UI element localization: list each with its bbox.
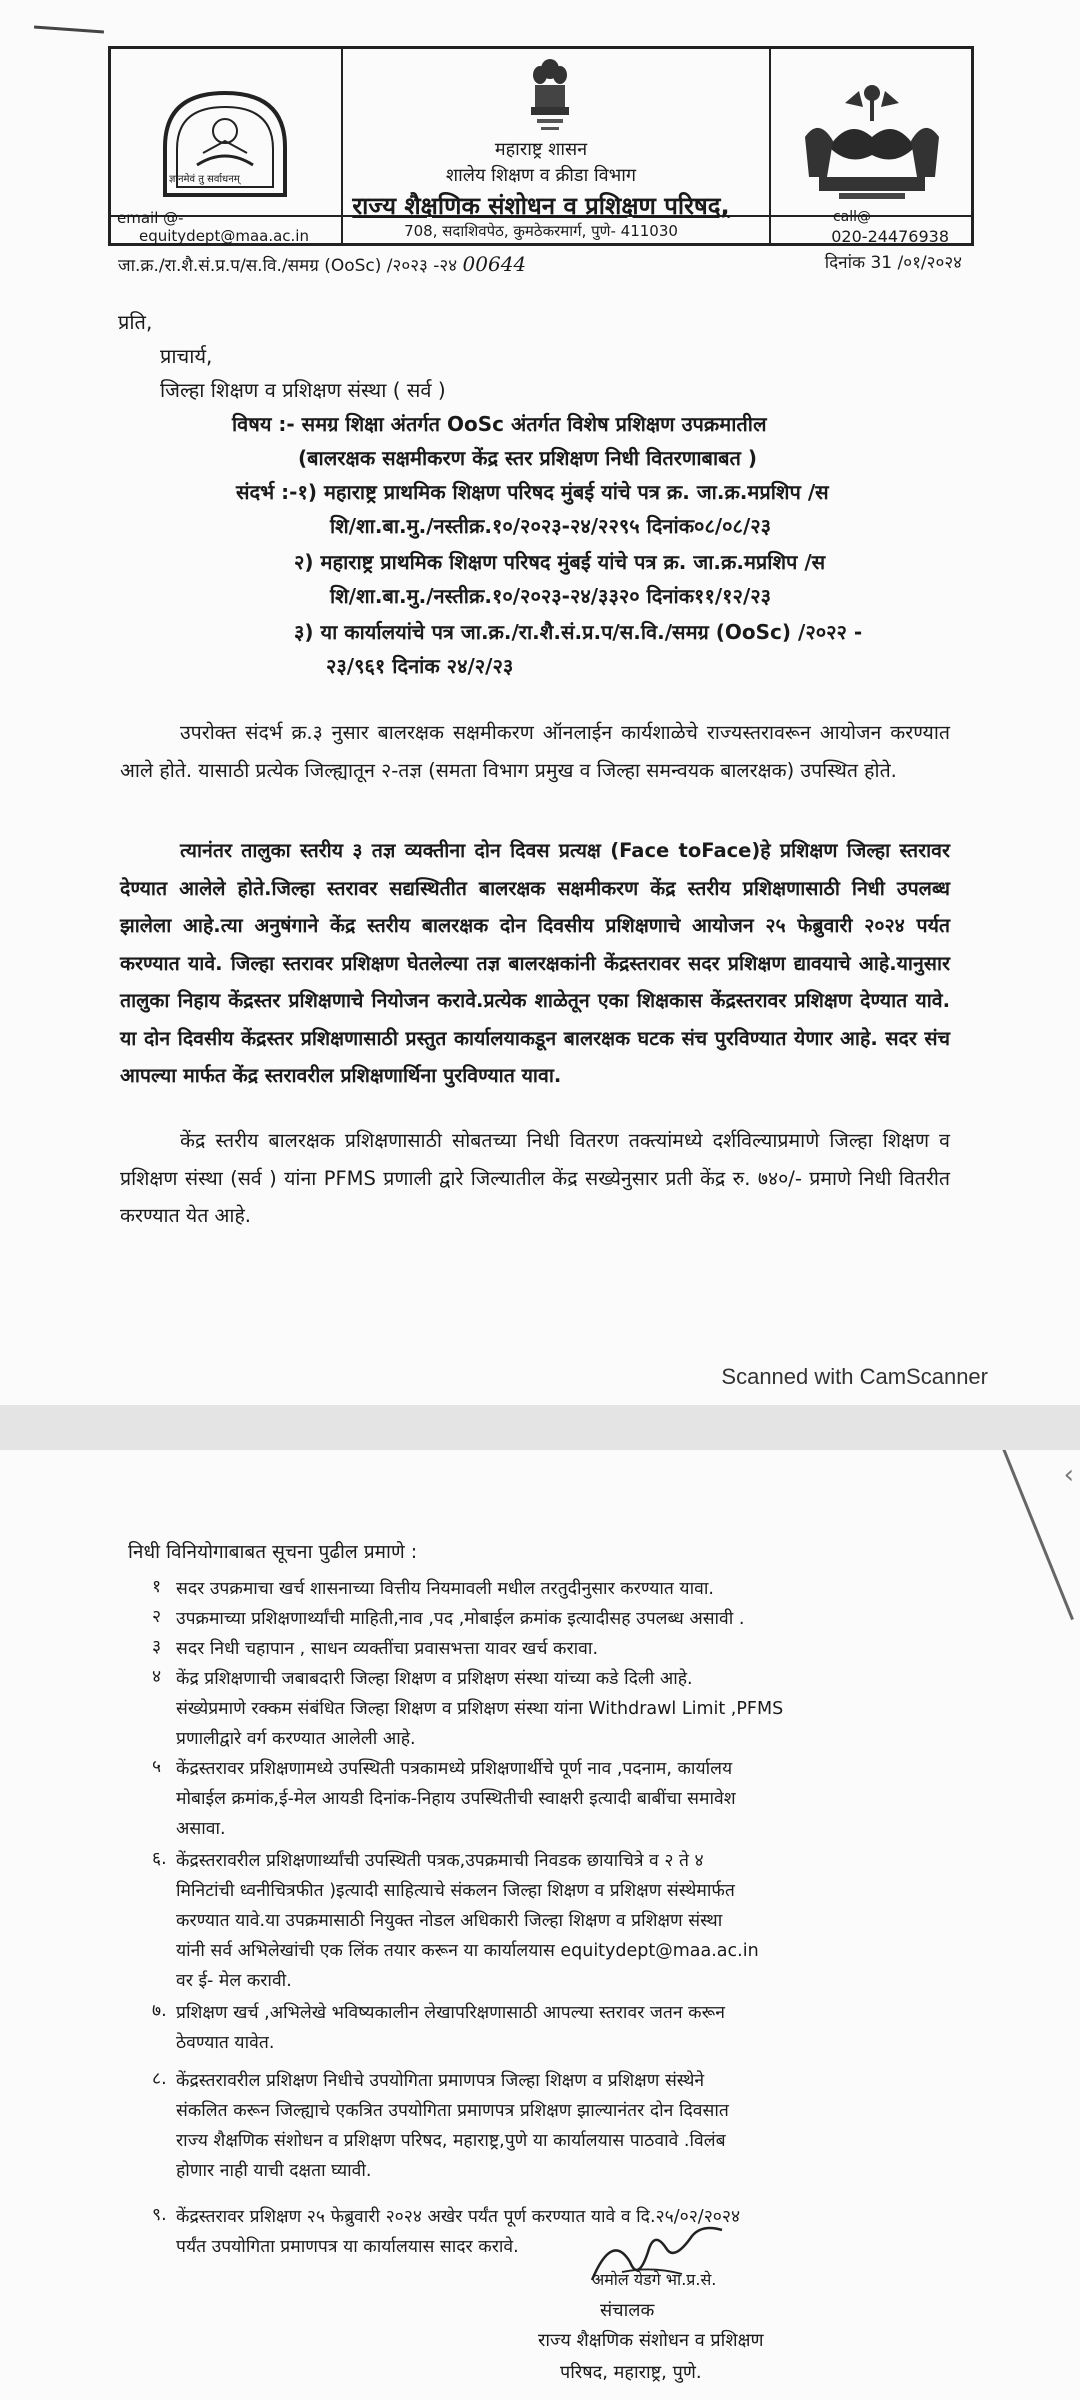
reference-handwritten-no: 00644	[462, 252, 527, 276]
body-paragraph-1: उपरोक्त संदर्भ क्र.३ नुसार बालरक्षक सक्षमीकरण ऑनलाईन कार्यशाळेचे राज्यस्तरावरून आयोजन करण्यात आले होते. यासाठी प्रत्येक जिल्ह्यातून २-तज्ञ (समता विभाग प्रमुख व जिल्हा समन्वयक बालरक्षक) उपस्थित होते.	[120, 721, 950, 782]
list-item: सदर निधी चहापान , साधन व्यक्तींचा प्रवासभत्ता यावर खर्च करावा.	[176, 1639, 599, 1659]
chevron-left-icon: ‹	[1063, 1460, 1074, 1490]
subject-line-2: (बालरक्षक सक्षमीकरण केंद्र स्तर प्रशिक्षण निधी वितरणाबाबत )	[298, 446, 758, 470]
list-item: राज्य शैक्षणिक संशोधन व प्रशिक्षण परिषद, महाराष्ट्र,पुणे या कार्यालयास पाठवावे .विलंब	[176, 2131, 726, 2151]
reference-1-line-1: संदर्भ :-१) महाराष्ट्र प्राथमिक शिक्षण परिषद मुंबई यांचे पत्र क्र. जा.क्र.मप्रशिप /स	[236, 480, 829, 504]
scan-mark	[34, 26, 104, 34]
list-item-number: ९.	[152, 2205, 167, 2225]
list-item-number: ५	[152, 1757, 162, 1777]
reference-number	[118, 252, 526, 276]
list-item: केंद्रस्तरावरील प्रशिक्षणार्थ्यांची उपस्थिती पत्रक,उपक्रमाची निवडक छायाचित्रे व २ ते ४	[176, 1851, 704, 1871]
body-paragraph-2: त्यानंतर तालुका स्तरीय ३ तज्ञ व्यक्तीना दोन दिवस प्रत्यक्ष (Face toFace)हे प्रशिक्षण जिल्हा स्तरावर देण्यात आलेले होते.जिल्हा स्तरावर सद्यस्थितीत बालरक्षक सक्षमीकरण केंद्र स्तरीय प्रशिक्षणासाठी निधी उपलब्ध झालेला आहे.त्या अनुषंगाने केंद्र स्तरीय बालरक्षक दोन दिवसीय प्रशिक्षणाचे आयोजन २५ फेब्रुवारी २०२४ पर्यत करण्यात यावे. जिल्हा स्तरावर प्रशिक्षण घेतलेल्या तज्ञ बालरक्षकांनी केंद्रस्तरावर सदर प्रशिक्षण द्यावयाचे आहे.यानुसार तालुका निहाय केंद्रस्तर प्रशिक्षणाचे नियोजन करावे.प्रत्येक शाळेतून एका शिक्षकास केंद्रस्तरावर प्रशिक्षण देण्यात यावे. या दोन दिवसीय केंद्रस्तर प्रशिक्षणासाठी प्रस्तुत कार्यालयाकडून बालरक्षक घटक संच पुरविण्यात येणार आहे. सदर संच आपल्या मार्फत केंद्र स्तरावरील प्रशिक्षणार्थिना पुरविण्यात यावा.	[120, 839, 950, 1087]
list-item: मिनिटांची ध्वनीचित्रफीत )इत्यादी साहित्याचे संकलन जिल्हा शिक्षण व प्रशिक्षण संस्थेमार्फत	[176, 1881, 735, 1901]
list-item-number: ७.	[152, 2001, 167, 2021]
list-item-number: १	[152, 1577, 162, 1597]
organization-address: 708, सदाशिवपेठ, कुमठेकरमार्ग, पुणे- 411030	[404, 222, 678, 240]
list-item: केंद्रस्तरावर प्रशिक्षण २५ फेब्रुवारी २०२४ अखेर पर्यंत पूर्ण करण्यात यावे व दि.२५/०२/२०२४	[176, 2207, 741, 2227]
reference-3-line-1: ३) या कार्यालयांचे पत्र जा.क्र./रा.शै.सं.प्र.प/स.वि./समग्र (OoSc) /२०२२ -	[294, 620, 863, 644]
signatory-org-line-2: परिषद, महाराष्ट्र, पुणे.	[560, 2362, 702, 2383]
list-item-number: २	[152, 1607, 162, 1627]
list-item: मोबाईल क्रमांक,ई-मेल आयडी दिनांक-निहाय उपस्थितीची स्वाक्षरी इत्यादी बाबींचा समावेश	[176, 1789, 736, 1809]
letter-date	[825, 250, 962, 273]
signatory-name: अमोल येडगे भा.प्र.से.	[592, 2270, 717, 2289]
instructions-heading: निधी विनियोगाबाबत सूचना पुढील प्रमाणे :	[128, 1541, 418, 1563]
subject-line-1: विषय :- समग्र शिक्षा अंतर्गत OoSc अंतर्गत विशेष प्रशिक्षण उपक्रमातील	[232, 412, 767, 436]
date-value: 31 /०१/२०२४	[870, 253, 962, 273]
organization-name: राज्य शैक्षणिक संशोधन व प्रशिक्षण परिषद,	[352, 192, 730, 220]
government-name: महाराष्ट्र शासन	[494, 139, 588, 160]
list-item: वर ई- मेल करावी.	[176, 1971, 292, 1991]
list-item: पर्यंत उपयोगिता प्रमाणपत्र या कार्यालयास सादर करावे.	[176, 2237, 519, 2257]
letterhead	[108, 46, 974, 246]
list-item: ठेवण्यात यावेत.	[176, 2033, 275, 2053]
phone-number: 020-24476938	[831, 227, 949, 246]
list-item: प्रणालीद्वारे वर्ग करण्यात आलेली आहे.	[176, 1729, 416, 1749]
list-item: संकलित करून जिल्ह्याचे एकत्रित उपयोगिता प्रमाणपत्र प्रशिक्षण झाल्यानंतर दोन दिवसात	[176, 2101, 729, 2121]
list-item: होणार नाही याची दक्षता घ्यावी.	[176, 2161, 372, 2181]
salutation-to: प्रति,	[118, 310, 153, 334]
reference-1-line-2: शि/शा.बा.मु./नस्तीक्र.१०/२०२३-२४/२२९५ दिनांक०८/०८/२३	[330, 514, 772, 538]
signatory-title: संचालक	[600, 2300, 655, 2321]
document-page-2	[0, 1450, 1080, 2400]
list-item-number: ४	[152, 1667, 162, 1687]
email-label: email @-	[117, 209, 184, 227]
list-item-number: ६.	[152, 1849, 167, 1869]
list-item: केंद्र प्रशिक्षणाची जबाबदारी जिल्हा शिक्षण व प्रशिक्षण संस्था यांच्या कडे दिली आहे.	[176, 1669, 693, 1689]
recipient-title: प्राचार्य,	[160, 344, 213, 368]
signatory-org-line-1: राज्य शैक्षणिक संशोधन व प्रशिक्षण	[538, 2330, 764, 2351]
list-item-number: ३	[152, 1637, 162, 1657]
email-address: equitydept@maa.ac.in	[139, 227, 309, 245]
camscanner-watermark: Scanned with CamScanner	[721, 1364, 988, 1389]
list-item: असावा.	[176, 1819, 226, 1839]
list-item: उपक्रमाच्या प्रशिक्षणार्थ्यांची माहिती,नाव ,पद ,मोबाईल क्रमांक इत्यादीसह उपलब्ध असावी .	[176, 1609, 745, 1629]
seal-motto: ज्ञानमेवं तु सर्वाधनम्	[169, 174, 240, 185]
department-name: शालेय शिक्षण व क्रीडा विभाग	[445, 165, 637, 186]
list-item: केंद्रस्तरावर प्रशिक्षणामध्ये उपस्थिती पत्रकामध्ये प्रशिक्षणार्थीचे पूर्ण नाव ,पदनाम, कार्यालय	[176, 1759, 733, 1779]
reference-2-line-1: २) महाराष्ट्र प्राथमिक शिक्षण परिषद मुंबई यांचे पत्र क्र. जा.क्र.मप्रशिप /स	[294, 550, 826, 574]
list-item: करण्यात यावे.या उपक्रमासाठी नियुक्त नोडल अधिकारी जिल्हा शिक्षण व प्रशिक्षण संस्था	[176, 1911, 723, 1931]
reference-3-line-2: २३/९६१ दिनांक २४/२/२३	[326, 654, 514, 678]
date-label: दिनांक	[824, 253, 866, 273]
list-item: सदर उपक्रमाचा खर्च शासनाच्या वित्तीय नियमावली मधील तरतुदीनुसार करण्यात यावा.	[176, 1579, 714, 1599]
reference-2-line-2: शि/शा.बा.मु./नस्तीक्र.१०/२०२३-२४/३३२० दिनांक११/१२/२३	[330, 584, 772, 608]
list-item: यांनी सर्व अभिलेखांची एक लिंक तयार करून या कार्यालयास equitydept@maa.ac.in	[176, 1941, 759, 1961]
reference-prefix: जा.क्र./रा.शै.सं.प्र.प/स.वि./समग्र (OoSc) /२०२३ -२४	[118, 256, 458, 276]
recipient-org: जिल्हा शिक्षण व प्रशिक्षण संस्था ( सर्व )	[160, 378, 446, 402]
list-item-number: ८.	[152, 2069, 167, 2089]
page-gap	[0, 1405, 1080, 1450]
list-item: प्रशिक्षण खर्च ,अभिलेखे भविष्यकालीन लेखापरिक्षणासाठी आपल्या स्तरावर जतन करून	[176, 2003, 725, 2023]
list-item: संख्येप्रमाणे रक्कम संबंधित जिल्हा शिक्षण व प्रशिक्षण संस्था यांना Withdrawl Limit ,PFMS	[176, 1699, 784, 1719]
national-emblem-icon	[527, 55, 573, 135]
list-item: केंद्रस्तरावरील प्रशिक्षण निधीचे उपयोगिता प्रमाणपत्र जिल्हा शिक्षण व प्रशिक्षण संस्थेने	[176, 2071, 705, 2091]
body-paragraph-3: केंद्र स्तरीय बालरक्षक प्रशिक्षणासाठी सोबतच्या निधी वितरण तक्त्यांमध्ये दर्शविल्याप्रमाणे जिल्हा शिक्षण व प्रशिक्षण संस्था (सर्व ) यांना PFMS प्रणाली द्वारे जिल्यातील केंद्र सख्येनुसार प्रती केंद्र रु. ७४०/- प्रमाणे निधी वितरीत करण्यात येत आहे.	[120, 1129, 950, 1227]
call-label: call@	[832, 209, 871, 225]
